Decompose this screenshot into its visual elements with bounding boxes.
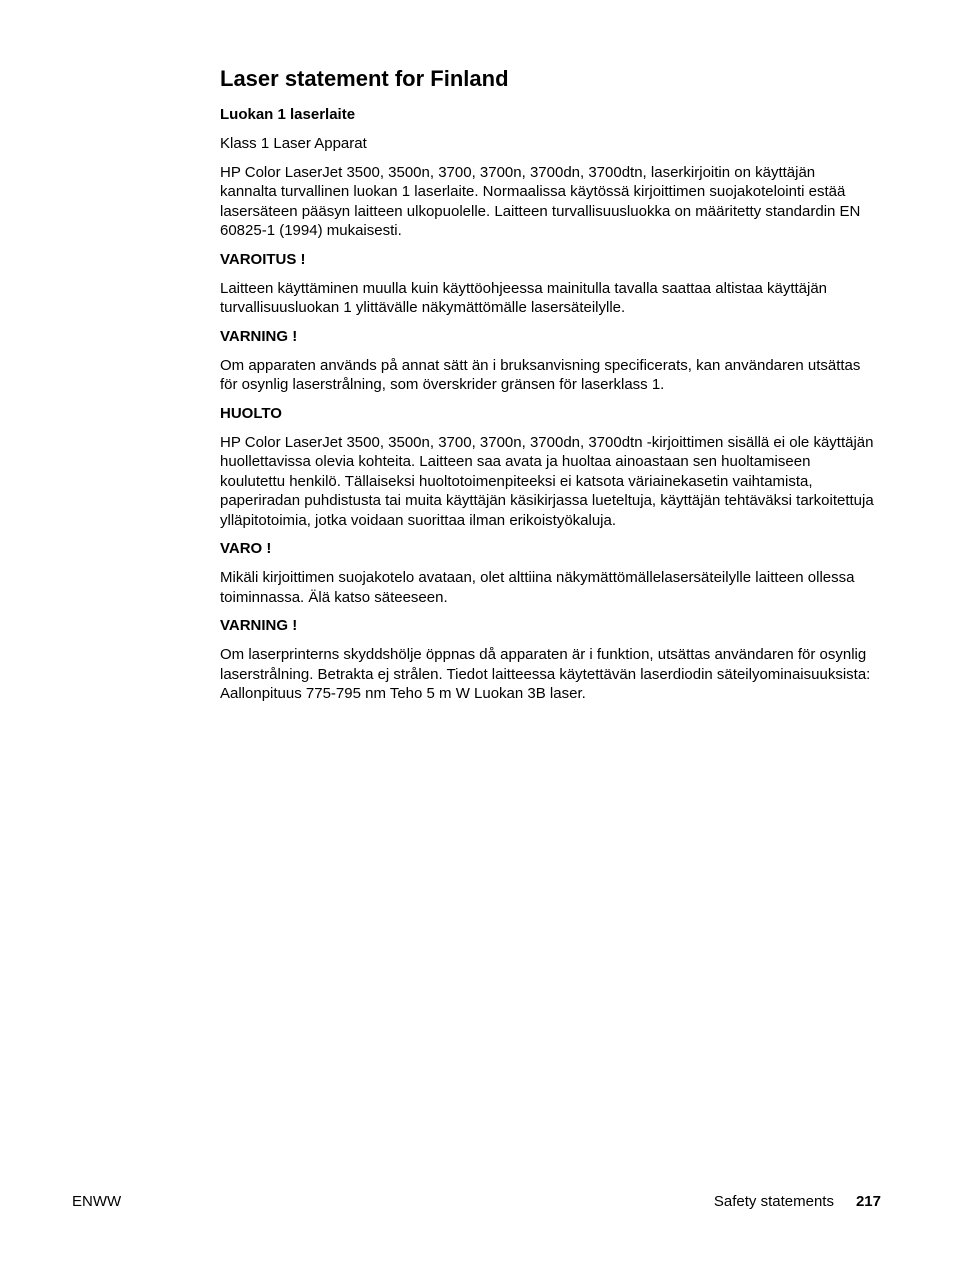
section-heading-luokan: Luokan 1 laserlaite: [220, 106, 356, 123]
paragraph-varning-2: Om laserprinterns skyddshölje öppnas då apparaten är i funktion, utsättas användaren för osynlig laserstrålning. Betrakta ej strålen. Tiedot laitteessa käytettävän laserdiodin säteilyominaisuuksista: Aallonpituus 775-795 nm Teho 5 m W Luokan 3B laser.: [220, 646, 871, 702]
section-heading-varning-2: VARNING !: [220, 617, 298, 634]
document-body: [220, 64, 875, 713]
paragraph-klass: Klass 1 Laser Apparat: [220, 135, 367, 152]
section-heading-varning-1: VARNING !: [220, 327, 298, 345]
paragraph-hp-laser-class: HP Color LaserJet 3500, 3500n, 3700, 3700n, 3700dn, 3700dtn, laserkirjoitin on käyttäjän kannalta turvallinen luokan 1 laserlaite. Normaalissa käytössä kirjoittimen suojakotelointi estää lasersäteen pääsyn laitteen ulkopuolelle. Laitteen turvallisuusluokka on määritetty standardin EN 60825-1 (1994) mukaisesti.: [220, 163, 861, 239]
section-heading-varo: VARO !: [220, 540, 272, 557]
section-heading-huolto: HUOLTO: [220, 404, 282, 422]
footer-right: [714, 1192, 881, 1212]
paragraph-huolto: HP Color LaserJet 3500, 3500n, 3700, 3700n, 3700dn, 3700dtn -kirjoittimen sisällä ei ole käyttäjän huollettavissa olevia kohteita. Laitteen saa avata ja huoltaa ainoastaan sen huoltamiseen koulutettu henkilö. Tällaiseksi huoltotoimenpiteeksi ei katsota väriainekasetin vaihtamista, paperiradan puhdistusta tai muita käyttäjän käsikirjassa lueteltuja, käyttäjän tehtäväksi tarkoitettuja ylläpitotoimia, jotka voidaan suorittaa ilman erikoistyökaluja.: [220, 433, 874, 529]
page-title: Laser statement for Finland: [220, 66, 509, 91]
paragraph-varo: Mikäli kirjoittimen suojakotelo avataan, olet alttiina näkymättömällelasersäteilylle laitteen ollessa toiminnassa. Älä katso säteeseen.: [220, 569, 855, 606]
page-number: 217: [855, 1193, 881, 1210]
footer-section-title: Safety statements: [713, 1193, 834, 1210]
footer-left-label: ENWW: [72, 1193, 122, 1210]
section-heading-varoitus: VAROITUS !: [220, 250, 306, 268]
paragraph-varning-1: Om apparaten används på annat sätt än i bruksanvisning specificerats, kan användaren utsättas för osynlig laserstrålning, som överskrider gränsen för laserklass 1.: [220, 356, 861, 393]
paragraph-varoitus: Laitteen käyttäminen muulla kuin käyttöohjeessa mainitulla tavalla saattaa altistaa käyttäjän turvallisuusluokan 1 ylittävälle näkymättömälle lasersäteilylle.: [220, 279, 828, 316]
